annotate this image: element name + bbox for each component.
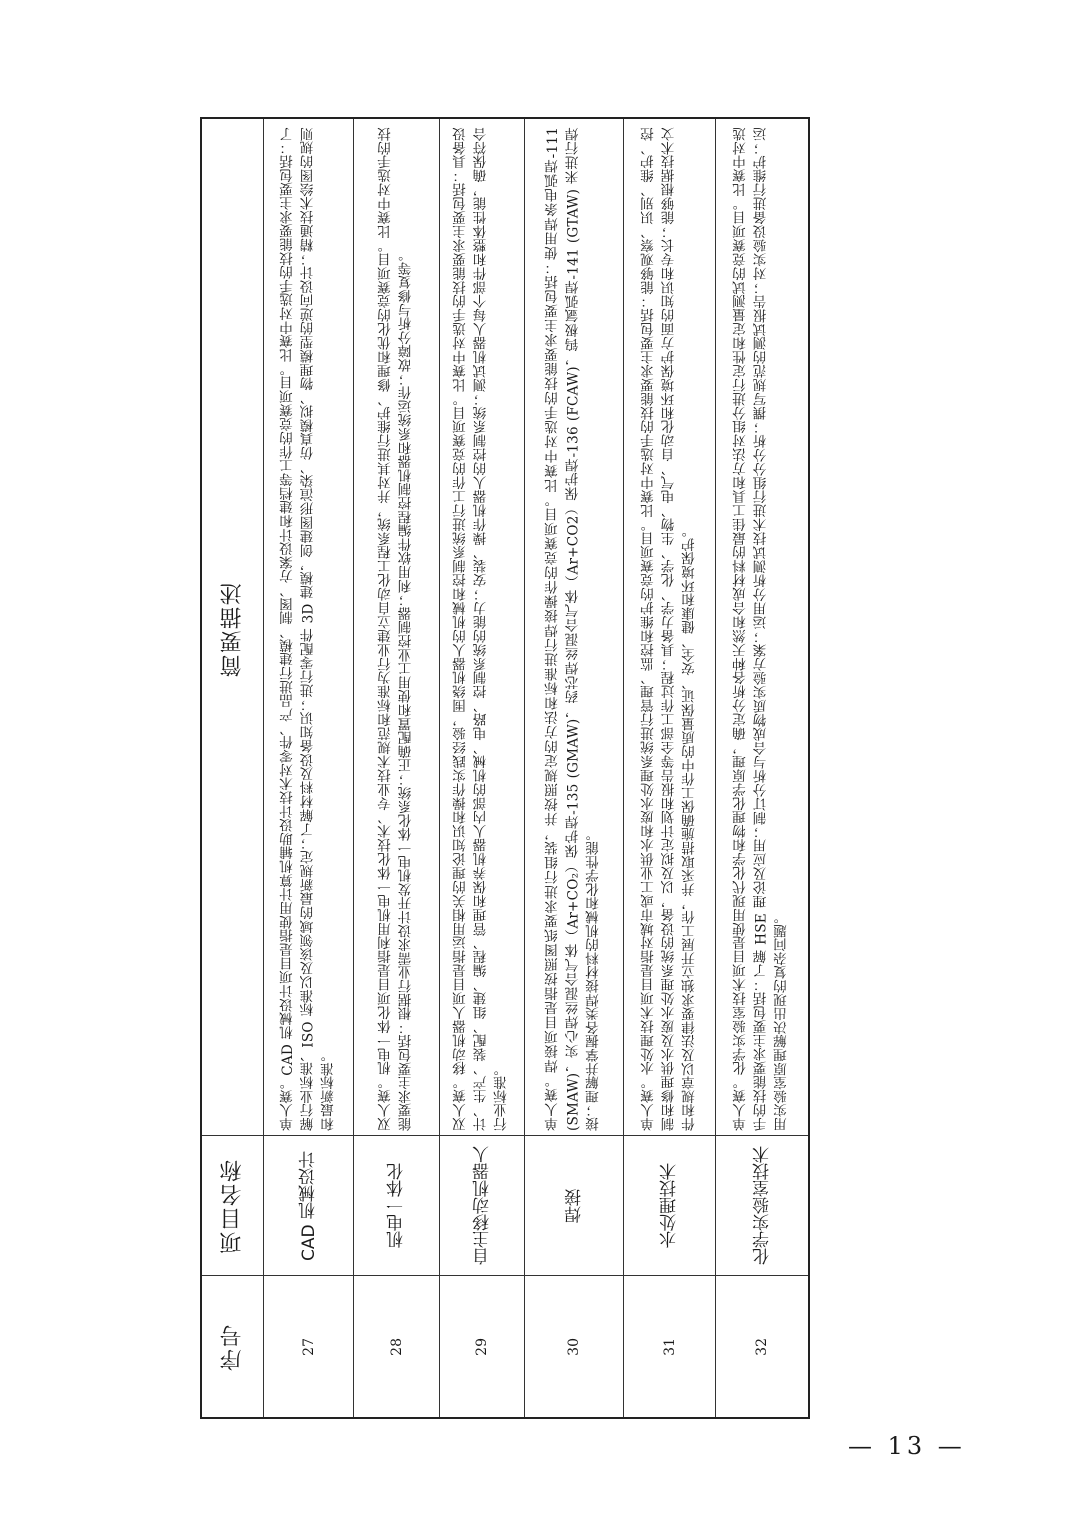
row-name-cell xyxy=(716,1135,808,1276)
row-name-cell xyxy=(440,1135,524,1276)
table-row xyxy=(623,119,715,1417)
table-row xyxy=(439,119,524,1417)
row-name: 水处理技术 xyxy=(660,1163,680,1248)
row-name-cell xyxy=(525,1135,623,1276)
page-number: — 13 — xyxy=(848,1432,966,1460)
row-seq: 29 xyxy=(474,1337,490,1356)
row-seq-cell xyxy=(525,1276,623,1417)
row-seq-cell xyxy=(440,1276,524,1417)
row-desc: 单人赛。水处理技术项目是指对城市或工业供水和废水处理系统进行管理、监控和维护的竞赛项目。比赛中对选手的技能要求主要包括：能够观察、识别、维护、控制和修理供水及废水处理系统的设备，以及拟定计划和报告等全部工作过程；具备力学、化学、生物、电气、自动化和环境保护方面的知识和专长；能够根据技术文件和规章以及法律要求独立开展工作，并采取措施确保工作中的质量保证、安全、健康和环境保护。 xyxy=(640,127,698,1131)
header-name-cell xyxy=(202,1135,263,1276)
row-seq-cell xyxy=(624,1276,715,1417)
table-row xyxy=(263,119,353,1417)
table-row xyxy=(353,119,439,1417)
row-seq: 31 xyxy=(661,1337,678,1356)
row-desc-cell xyxy=(440,119,524,1139)
project-table xyxy=(200,117,810,1419)
header-seq-cell xyxy=(202,1276,263,1417)
row-name-cell xyxy=(624,1135,715,1276)
row-desc-cell xyxy=(716,119,808,1139)
row-name: 化学实验室技术 xyxy=(752,1146,773,1265)
row-name: 机电一体化 xyxy=(387,1163,407,1248)
header-seq: 序号 xyxy=(220,1322,245,1371)
header-desc: 简要描述 xyxy=(220,581,245,677)
row-seq: 27 xyxy=(300,1337,317,1356)
row-seq-cell xyxy=(716,1276,808,1417)
table-row xyxy=(524,119,623,1417)
row-desc-cell xyxy=(525,119,623,1139)
row-seq: 30 xyxy=(566,1337,582,1356)
row-name-cell xyxy=(264,1135,353,1276)
table-row xyxy=(715,119,808,1417)
row-name-cell xyxy=(354,1135,439,1276)
row-seq-cell xyxy=(354,1276,439,1417)
row-desc: 单人赛。CAD 机械设计项目是指使用计算机辅助设计技术对零件、产品进行建模、制图、方案设计和建档等工作的竞赛项目。比赛中对选手的技能要求主要包括：了解行业标准、ISO 标准以及该领域的最新规定；了解材料及设备知识；进行零配件 3D 建模，创建图形渲染、仿真模拟、物理模型的逆向设计；精通技术绘图的规则和最新标准。 xyxy=(279,127,337,1131)
row-desc-cell xyxy=(354,119,439,1139)
row-name: 自主移动机器人 xyxy=(472,1146,493,1265)
row-desc: 双人赛。移动机器人项目是指运用相关的理论知识和操作实践经验，围绕机器人的机械和控制系统进行工作的竞赛项目。比赛中对选手的技能要求主要包括：具备设计、生产、装配、组建、编程、管理和保养机器人内部的机械、电路、控制系统的能力；安装、操作机器人的控制系统；测试机器人每个部件和整体性能，确保符合行业标准。 xyxy=(453,127,511,1131)
row-desc: 单人赛。化学实验室技术项目是使用现代化学和物理化学原理，确定分析各种天然和合成材料的最佳工具和方法对组分进行定性和定量测试的竞赛项目。比赛中对选手的技能要求主要包括：了解 HSE 理论及应用；制订分析与合成物质实验方案；运用分析测试技术进行组分分析；撰写规范的测试报告；对实验设备进行维护；运用实验室原理解决出现的复杂问题。 xyxy=(733,127,791,1131)
row-seq-cell xyxy=(264,1276,353,1417)
header-desc-cell xyxy=(202,119,263,1139)
row-seq: 32 xyxy=(754,1337,770,1356)
row-name: CAD 机械设计 xyxy=(299,1150,319,1261)
row-seq: 28 xyxy=(388,1337,405,1356)
header-name: 项目名称 xyxy=(220,1157,245,1254)
row-desc: 单人赛。焊接项目是指按照图纸要求进行组装，并按照规定的方法和标准进行焊接操作的竞赛项目。比赛中对选手的技能要求主要包括：使用焊条电弧焊-111 (SMAW)，实心焊丝混合气体（Ar+CO₂）保护焊-135 (GMAW)，药芯焊丝混合气体（Ar+CO2）保护焊-136 (FCAW)，钨极氩弧焊-141 (GTAW) 来进行焊接；理解并掌握各类焊接材料的机械和化学性能。 xyxy=(545,127,603,1131)
row-desc-cell xyxy=(264,119,353,1139)
table-header-row xyxy=(202,119,263,1417)
row-desc: 双人赛。机电一体化项目是指利用机电一体化技术、专业技术规范和标准为行业建立自动化工程系统，并对其进行维护、修理和优化的竞赛项目。比赛中对选手的技能要求主要包括：根据行业需求设计开发机电一体化系统；正确配置和使用工业控制器；利用软件编程控制机器和系统运作；故障分析与修复等。 xyxy=(378,127,415,1131)
row-desc-cell xyxy=(624,119,715,1139)
row-name: 焊接 xyxy=(564,1188,585,1223)
